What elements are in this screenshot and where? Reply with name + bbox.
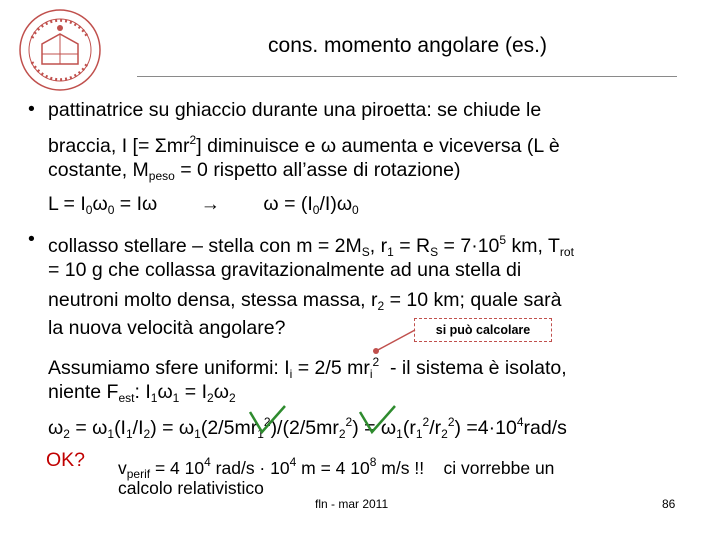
bullet1-line2: braccia, I [= Σmr$^2$] diminuisce e ω aumenta e viceversa (L è <box>48 133 560 157</box>
bullet2-line4: la nuova velocità angolare? <box>48 317 286 339</box>
bullet2-line2: = 10 g che collassa gravitazionalmente ad una stella di <box>48 259 522 281</box>
footer-text: fln - mar 2011 <box>315 497 389 511</box>
isolation-line: niente $F_{est}$: $I_1\omega_1 = I_2\omega_2$ <box>48 381 236 405</box>
relativistic-note: calcolo relativistico <box>118 478 264 498</box>
bullet-marker: • <box>28 98 35 120</box>
page-number: 86 <box>662 497 676 511</box>
angular-momentum-formula: $L = I_0\omega_0 = I\omega$ → $\omega = (I_0/I)\omega_0$ <box>48 193 359 217</box>
assumption-line: Assumiamo sfere uniformi: $I_i = 2/5$ $mr_i^2$ - il sistema è isolato, <box>48 355 567 381</box>
bullet2-line1: collasso stellare – stella con $m = 2M_S$, $r_1 = R_S = 7\cdot 10^5$ km, $T_{rot}$ <box>48 233 574 259</box>
note-box: si può calcolare <box>414 318 552 342</box>
peripheral-velocity-line: $v_{perif} = 4$ $10^4$ $rad/s \cdot 10^4$ m = 4 $10^8$ m/s !! ci vorrebbe un <box>118 455 555 481</box>
bullet-marker: • <box>28 228 35 250</box>
slide-title: cons. momento angolare (es.) <box>268 34 547 57</box>
omega2-formula: $\omega_2 = \omega_1(I_1/I_2) = \omega_1(2/5mr_1^2)/(2/5mr_2^2) = \omega_1(r_1^2/r_2^2) =4\cdot 10^4rad/s$ <box>48 415 567 441</box>
ok-question-label: OK? <box>46 449 86 471</box>
bullet1-line1: pattinatrice su ghiaccio durante una piroetta: se chiude le <box>48 99 542 121</box>
bullet1-line3: costante, $M_{peso} = 0$ rispetto all’asse di rotazione) <box>48 159 461 183</box>
bullet2-line3: neutroni molto densa, stessa massa, $r_2 = 10$ km; quale sarà <box>48 289 562 313</box>
